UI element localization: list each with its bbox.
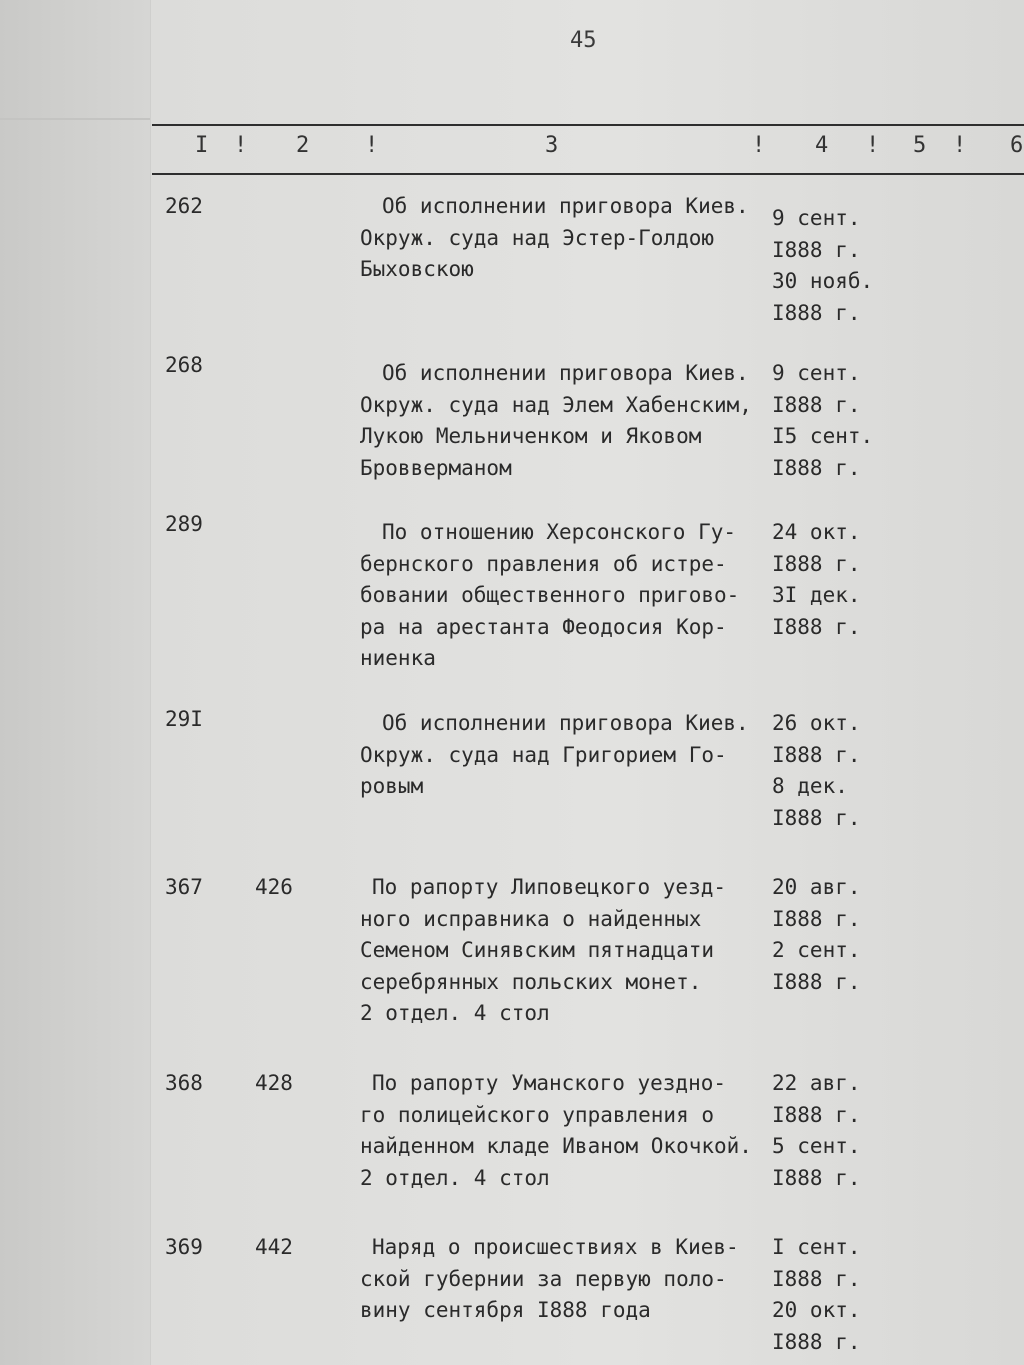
column-header-4: 4 bbox=[815, 133, 829, 158]
record-description bbox=[360, 872, 780, 1030]
column-header-1: I bbox=[195, 133, 209, 158]
description-line: Лукою Мельниченком и Яковом bbox=[360, 424, 702, 448]
description-line: Семеном Синявским пятнадцати bbox=[360, 938, 715, 962]
description-line: ного исправника о найденных bbox=[360, 906, 702, 931]
column-separator: ! bbox=[953, 133, 967, 158]
date-line: I5 сент. bbox=[772, 424, 874, 448]
record-number: 262 bbox=[165, 194, 203, 218]
description-line: ской губернии за первую поло- bbox=[360, 1266, 727, 1291]
description-line: вину сентября I888 года bbox=[360, 1298, 651, 1322]
date-line: I888 г. bbox=[772, 969, 861, 994]
record-dates bbox=[772, 872, 861, 998]
date-line: I888 г. bbox=[772, 392, 861, 417]
record-number-old: 428 bbox=[255, 1071, 293, 1095]
column-separator: ! bbox=[234, 133, 248, 158]
record-number: 289 bbox=[165, 512, 203, 536]
description-line: серебрянных польских монет. bbox=[360, 969, 702, 994]
adjacent-page-edge bbox=[0, 0, 151, 1365]
date-line: 20 авг. bbox=[772, 875, 861, 899]
description-line: бовании общественного пригово- bbox=[360, 583, 740, 607]
description-line: Окруж. суда над Эстер-Голдою bbox=[360, 225, 715, 250]
column-separator: ! bbox=[752, 133, 766, 158]
record-dates bbox=[772, 358, 873, 484]
description-line: бернского правления об истре- bbox=[360, 551, 727, 576]
description-line: Наряд о происшествиях в Киев- bbox=[372, 1235, 739, 1259]
date-line: I888 г. bbox=[772, 742, 861, 767]
record-dates bbox=[772, 1068, 861, 1194]
record-number: 29I bbox=[165, 707, 203, 731]
date-line: 9 сент. bbox=[772, 361, 861, 385]
description-line: ниенка bbox=[360, 646, 436, 670]
date-line: I888 г. bbox=[772, 1165, 861, 1190]
column-separator: ! bbox=[365, 133, 379, 158]
record-dates bbox=[772, 708, 861, 834]
record-number: 268 bbox=[165, 353, 203, 377]
column-separator: ! bbox=[866, 133, 880, 158]
description-line: Бровверманом bbox=[360, 455, 512, 480]
column-header-3: 3 bbox=[545, 133, 559, 158]
record-number: 367 bbox=[165, 875, 203, 899]
column-header-6: 6 bbox=[1010, 133, 1024, 158]
date-line: 22 авг. bbox=[772, 1071, 861, 1095]
table-header-top-rule bbox=[152, 124, 1024, 126]
record-number-old: 426 bbox=[255, 875, 293, 899]
column-header-5: 5 bbox=[913, 133, 927, 158]
description-line: найденном кладе Иваном Окочкой. bbox=[360, 1134, 752, 1158]
record-dates bbox=[772, 1232, 861, 1358]
date-line: I888 г. bbox=[772, 1266, 861, 1291]
description-line: ра на арестанта Феодосия Кор- bbox=[360, 614, 727, 639]
table-header-bottom-rule bbox=[152, 173, 1024, 175]
date-line: 24 окт. bbox=[772, 520, 861, 544]
record-description bbox=[360, 358, 780, 484]
record-description bbox=[360, 191, 780, 286]
description-line: Об исполнении приговора Киев. bbox=[382, 194, 749, 218]
description-line: По рапорту Уманского уездно- bbox=[372, 1071, 727, 1095]
date-line: I888 г. bbox=[772, 614, 861, 639]
record-dates bbox=[772, 517, 861, 643]
date-line: I888 г. bbox=[772, 237, 861, 262]
description-line: По рапорту Липовецкого уезд- bbox=[372, 875, 727, 899]
record-number: 369 bbox=[165, 1235, 203, 1259]
date-line: I888 г. bbox=[772, 906, 861, 931]
description-line: По отношению Херсонского Гу- bbox=[382, 520, 737, 544]
date-line: 9 сент. bbox=[772, 206, 861, 230]
date-line: I888 г. bbox=[772, 805, 861, 830]
date-line: 26 окт. bbox=[772, 711, 861, 735]
date-line: I888 г. bbox=[772, 1329, 861, 1354]
description-line: 2 отдел. 4 стол bbox=[360, 1165, 550, 1190]
date-line: 2 сент. bbox=[772, 938, 861, 962]
date-line: 8 дек. bbox=[772, 774, 848, 798]
description-line: го полицейского управления о bbox=[360, 1102, 715, 1127]
description-line: Об исполнении приговора Киев. bbox=[382, 361, 749, 385]
date-line: I888 г. bbox=[772, 1102, 861, 1127]
date-line: 5 сент. bbox=[772, 1134, 861, 1158]
record-number: 368 bbox=[165, 1071, 203, 1095]
date-line: 3I дек. bbox=[772, 583, 861, 607]
page-number: 45 bbox=[570, 28, 597, 53]
record-description bbox=[360, 708, 780, 803]
date-line: I888 г. bbox=[772, 551, 861, 576]
date-line: I888 г. bbox=[772, 455, 861, 480]
record-description bbox=[360, 1068, 780, 1194]
date-line: 30 нояб. bbox=[772, 269, 874, 293]
adjacent-page-rule bbox=[0, 118, 150, 120]
record-dates bbox=[772, 203, 873, 329]
date-line: I сент. bbox=[772, 1235, 861, 1259]
description-line: Окруж. суда над Элем Хабенским, bbox=[360, 392, 752, 417]
date-line: I888 г. bbox=[772, 300, 861, 325]
description-line: Об исполнении приговора Киев. bbox=[382, 711, 749, 735]
date-line: 20 окт. bbox=[772, 1298, 861, 1322]
record-description bbox=[360, 1232, 780, 1327]
description-line: 2 отдел. 4 стол bbox=[360, 1001, 550, 1025]
description-line: Окруж. суда над Григорием Го- bbox=[360, 742, 727, 767]
description-line: Быховскою bbox=[360, 257, 474, 281]
column-header-2: 2 bbox=[296, 133, 310, 158]
record-number-old: 442 bbox=[255, 1235, 293, 1259]
record-description bbox=[360, 517, 780, 675]
description-line: ровым bbox=[360, 774, 424, 798]
